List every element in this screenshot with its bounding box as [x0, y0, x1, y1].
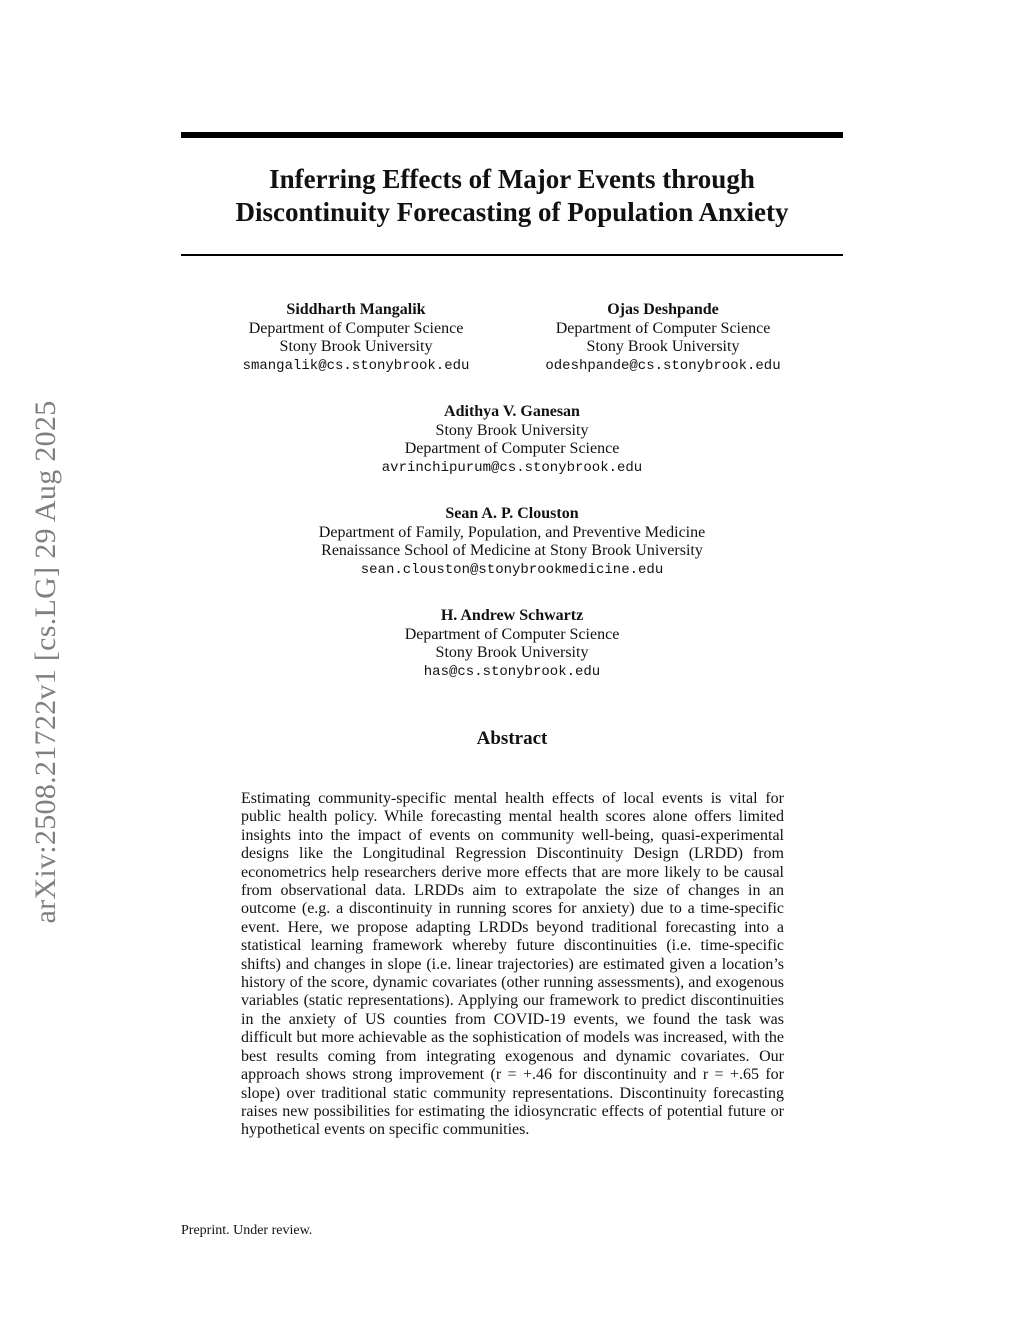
author-affiliation: Department of Computer Science: [248, 319, 464, 337]
author-email: sean.clouston@stonybrookmedicine.edu: [360, 561, 664, 578]
author-email: has@cs.stonybrook.edu: [423, 663, 601, 680]
author-affiliation: Stony Brook University: [279, 338, 433, 355]
author-email: avrinchipurum@cs.stonybrook.edu: [381, 459, 643, 476]
abstract-heading: Abstract: [476, 728, 548, 749]
author-affiliation: Department of Family, Population, and Preventive Medicine: [318, 523, 706, 541]
author-name: Siddharth Mangalik: [286, 301, 426, 318]
author-affiliation: Department of Computer Science: [555, 319, 771, 337]
paper-title-line-1: Inferring Effects of Major Events through: [269, 164, 755, 194]
author-name: Sean A. P. Clouston: [445, 505, 579, 522]
author-name: Adithya V. Ganesan: [444, 403, 580, 420]
paper-title-line-2: Discontinuity Forecasting of Population Anxiety: [235, 197, 789, 227]
author-name: Ojas Deshpande: [607, 301, 719, 318]
author-affiliation: Stony Brook University: [435, 421, 589, 439]
author-block: [312, 403, 712, 477]
author-block: [513, 301, 813, 375]
paper-title: [150, 163, 874, 229]
author-affiliation: Stony Brook University: [435, 644, 589, 661]
arxiv-identifier-stamp: arXiv:2508.21722v1 [cs.LG] 29 Aug 2025: [29, 400, 62, 924]
author-name: H. Andrew Schwartz: [440, 607, 584, 624]
title-top-rule: [181, 132, 843, 138]
author-affiliation: Department of Computer Science: [404, 440, 620, 457]
author-block: [312, 607, 712, 681]
author-block: [262, 505, 762, 579]
author-block: [206, 301, 506, 375]
author-email: odeshpande@cs.stonybrook.edu: [545, 357, 781, 374]
abstract-text: Estimating community-specific mental health effects of local events is vital for public health policy. While forecasting mental health scores alone offers limited insights into the impact of events on community well-being, quasi-experimental designs like the Longitudinal Regression Discontinuity Design (LRDD) from econometrics help researchers derive more effects that are more likely to be causal from observational data. LRDDs aim to extrapolate the size of changes in an outcome (e.g. a discontinuity in running scores for anxiety) due to a time-specific event. Here, we propose adapting LRDDs beyond traditional forecasting into a statistical learning framework whereby future discontinuities (i.e. time-specific shifts) and changes in slope (i.e. linear trajectories) are estimated given a location’s history of the score, dynamic covariates (other running assessments), and exogenous variables (static representations). Applying our framework to predict discontinuities in the anxiety of US counties from COVID-19 events, we found the task was difficult but more achievable as the sophistication of models was increased, with the best results coming from integrating exogenous and dynamic covariates. Our approach shows strong improvement (r = +.46 for discontinuity and r = +.65 for slope) over traditional static community representations. Discontinuity forecasting raises new possibilities for estimating the idiosyncratic effects of potential future or hypothetical events on specific communities.: [241, 790, 784, 1139]
author-affiliation: Renaissance School of Medicine at Stony Brook University: [321, 542, 703, 559]
title-bottom-rule: [181, 254, 843, 256]
preprint-footnote: Preprint. Under review.: [181, 1223, 313, 1238]
author-affiliation: Department of Computer Science: [404, 625, 620, 643]
author-affiliation: Stony Brook University: [586, 338, 740, 355]
author-email: smangalik@cs.stonybrook.edu: [242, 357, 470, 374]
